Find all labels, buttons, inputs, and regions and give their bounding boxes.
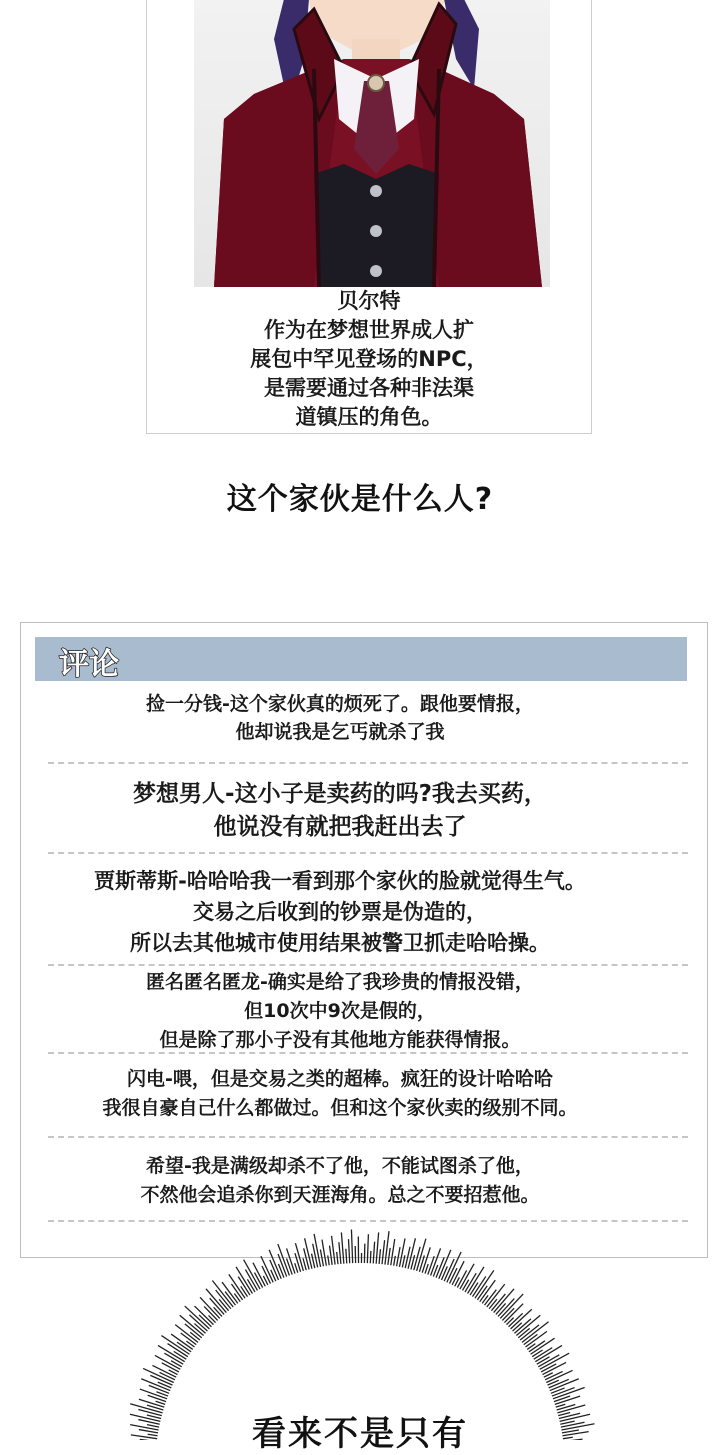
burst-line — [247, 1279, 255, 1292]
burst-line — [537, 1357, 550, 1364]
burst-line — [402, 1255, 405, 1267]
comment-item — [14, 690, 666, 746]
burst-line — [513, 1323, 522, 1331]
burst-line — [341, 1232, 343, 1263]
comment-line: 我很自豪自己什么都做过。但和这个家伙卖的级别不同。 — [14, 1094, 666, 1123]
burst-line — [156, 1401, 166, 1404]
burst-line — [367, 1234, 368, 1263]
burst-line — [532, 1350, 542, 1357]
burst-line — [498, 1299, 514, 1317]
burst-line — [244, 1260, 260, 1289]
burst-line — [314, 1234, 320, 1267]
burst-line — [379, 1249, 380, 1264]
comment-item — [14, 866, 666, 959]
burst-line — [303, 1258, 306, 1270]
comment-divider — [48, 964, 688, 966]
burst-line — [168, 1344, 188, 1357]
burst-line — [441, 1266, 447, 1280]
burst-line — [339, 1242, 341, 1264]
comment-line: 他却说我是乞丐就杀了我 — [14, 718, 666, 746]
burst-line — [520, 1325, 539, 1340]
comment-line: 闪电-喂，但是交易之类的超棒。疯狂的设计哈哈哈 — [14, 1065, 666, 1094]
burst-line — [439, 1250, 451, 1279]
burst-line — [348, 1239, 349, 1263]
burst-line — [261, 1256, 273, 1282]
comment-line: 他说没有就把我赶出去了 — [14, 811, 666, 844]
description-line: 是需要通过各种非法渠 — [147, 374, 591, 403]
burst-line — [376, 1232, 378, 1263]
burst-line — [428, 1256, 434, 1274]
burst-line — [388, 1248, 390, 1265]
character-description — [147, 287, 591, 432]
burst-line — [190, 1332, 200, 1340]
burst-line — [337, 1252, 338, 1264]
burst-line — [269, 1250, 281, 1279]
burst-line — [148, 1395, 166, 1401]
burst-line — [241, 1286, 248, 1296]
burst-line — [546, 1370, 572, 1382]
character-card — [146, 0, 592, 434]
comments-title: 评论 — [59, 639, 119, 683]
comment-line: 梦想男人-这小子是卖药的吗?我去买药， — [14, 778, 666, 811]
burst-line — [494, 1289, 514, 1313]
burst-line — [320, 1249, 323, 1266]
burst-line — [516, 1315, 540, 1335]
comment-line: 希望-我是满级却杀不了他，不能试图杀了他， — [14, 1152, 666, 1181]
burst-line — [214, 1307, 222, 1316]
burst-line — [312, 1254, 315, 1268]
burst-line — [180, 1315, 204, 1335]
burst-line — [414, 1247, 420, 1270]
comment-divider — [48, 852, 688, 854]
burst-line — [171, 1361, 182, 1367]
burst-line — [351, 1230, 352, 1264]
burst-line — [216, 1290, 231, 1309]
burst-caption: 看来不是只有 — [0, 1406, 720, 1455]
description-line: 作为在梦想世界成人扩 — [147, 316, 591, 345]
burst-line — [161, 1336, 189, 1355]
character-portrait — [194, 0, 550, 287]
comment-line: 贾斯蒂斯-哈哈哈我一看到那个家伙的脸就觉得生气。 — [14, 866, 666, 897]
question-text: 这个家伙是什么人? — [0, 474, 720, 518]
burst-line — [382, 1240, 385, 1264]
comment-item — [14, 778, 666, 844]
burst-line — [155, 1355, 180, 1369]
burst-line — [463, 1280, 469, 1291]
comment-line: 所以去其他城市使用结果被警卫抓走哈哈操。 — [14, 928, 666, 959]
comment-divider — [48, 762, 688, 764]
comment-item — [14, 968, 666, 1055]
burst-line — [141, 1379, 170, 1391]
comment-line: 交易之后收到的钞票是伪造的， — [14, 897, 666, 928]
burst-line — [370, 1251, 371, 1263]
burst-line — [373, 1242, 374, 1264]
burst-line — [394, 1256, 396, 1266]
comment-divider — [48, 1052, 688, 1054]
description-line: 道镇压的角色。 — [147, 403, 591, 432]
burst-line — [346, 1249, 347, 1264]
comment-item — [14, 1152, 666, 1210]
comment-line: 匿名匿名匿龙-确实是给了我珍贵的情报没错， — [14, 968, 666, 997]
comments-header — [35, 637, 687, 681]
burst-line — [174, 1351, 186, 1359]
comment-item — [14, 1065, 666, 1123]
burst-line — [328, 1255, 330, 1265]
burst-line — [473, 1276, 486, 1296]
burst-line — [470, 1283, 478, 1295]
burst-line — [295, 1263, 298, 1273]
burst-line — [399, 1238, 405, 1266]
comment-line: 但10次中9次是假的， — [14, 997, 666, 1026]
burst-line — [330, 1246, 333, 1265]
comment-divider — [48, 1136, 688, 1138]
comment-line: 不然他会追杀你到天涯海角。总之不要招惹他。 — [14, 1181, 666, 1210]
burst-line — [540, 1353, 569, 1369]
burst-line — [425, 1264, 428, 1273]
burst-line — [206, 1289, 226, 1313]
burst-line — [489, 1299, 497, 1309]
description-line: 展包中罕见登场的NPC， — [147, 345, 591, 374]
burst-line — [475, 1270, 494, 1298]
burst-line — [189, 1315, 207, 1331]
comment-line: 捡一分钱-这个家伙真的烦死了。跟他要情报， — [14, 690, 666, 718]
comment-line: 但是除了那小子没有其他地方能获得情报。 — [14, 1026, 666, 1055]
burst-line — [160, 1372, 175, 1379]
character-name: 贝尔特 — [147, 287, 591, 316]
